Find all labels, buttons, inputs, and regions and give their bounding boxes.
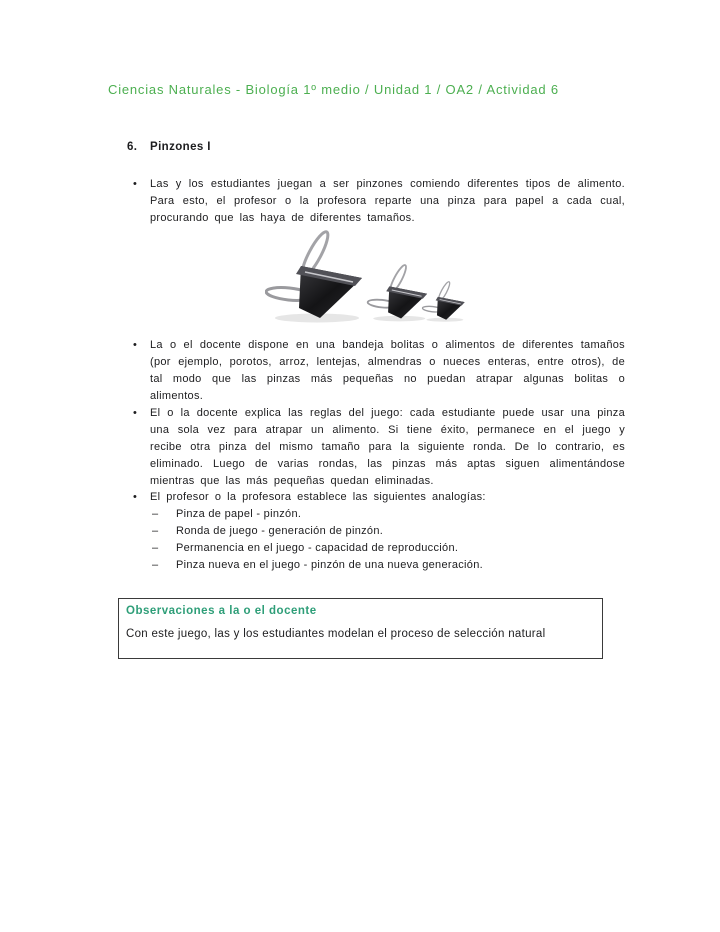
bullet-marker: • xyxy=(133,491,137,503)
dash-marker: – xyxy=(152,525,159,537)
binder-clips-figure xyxy=(265,230,470,326)
activity-title xyxy=(127,141,211,153)
binder-clips-image xyxy=(265,230,470,326)
bullet-item xyxy=(133,489,625,506)
bullet-text: Las y los estudiantes juegan a ser pinzones comiendo diferentes tipos de alimento. Para esto, el profesor o la profesora reparte una pinza para papel a cada cual, procurando que las haya de diferentes tamaños. xyxy=(150,178,625,224)
analogy-text: Permanencia en el juego - capacidad de reproducción. xyxy=(176,542,459,554)
dash-marker: – xyxy=(152,508,159,520)
analogy-text: Pinza de papel - pinzón. xyxy=(176,508,302,520)
dash-marker: – xyxy=(152,542,159,554)
analogy-item xyxy=(152,523,383,540)
activity-name: Pinzones I xyxy=(150,141,211,153)
bullet-text: El profesor o la profesora establece las siguientes analogías: xyxy=(150,491,486,503)
analogy-item xyxy=(152,506,301,523)
bullet-item xyxy=(133,337,625,405)
teacher-note-box xyxy=(118,598,603,659)
bullet-item xyxy=(133,176,625,227)
bullet-text: El o la docente explica las reglas del juego: cada estudiante puede usar una pinza una sola vez para atrapar un alimento. Si tiene éxito, permanece en el juego y recibe otra pinza del mismo tamaño para la siguiente ronda. De lo contrario, es eliminado. Luego de varias rondas, las pinzas más aptas siguen alimentándose mientras que las más pequeñas quedan eliminadas. xyxy=(150,407,625,487)
bullet-marker: • xyxy=(133,178,137,190)
dash-marker: – xyxy=(152,559,159,571)
bullet-item xyxy=(133,405,625,490)
bullet-text: La o el docente dispone en una bandeja bolitas o alimentos de diferentes tamaños (por ejemplo, porotos, arroz, lentejas, almendras o nueces enteras, entre otros), de tal modo que las pinzas más pequeñas no puedan atrapar algunas bolitas o alimentos. xyxy=(150,339,625,402)
bullet-marker: • xyxy=(133,407,137,419)
breadcrumb-header: Ciencias Naturales - Biología 1º medio / Unidad 1 / OA2 / Actividad 6 xyxy=(108,82,559,97)
analogy-item xyxy=(152,557,483,574)
analogy-text: Pinza nueva en el juego - pinzón de una nueva generación. xyxy=(176,559,483,571)
analogy-text: Ronda de juego - generación de pinzón. xyxy=(176,525,384,537)
bullet-marker: • xyxy=(133,339,137,351)
activity-number: 6. xyxy=(127,141,138,153)
analogy-item xyxy=(152,540,458,557)
teacher-note-title: Observaciones a la o el docente xyxy=(126,605,317,617)
teacher-note-body: Con este juego, las y los estudiantes modelan el proceso de selección natural xyxy=(126,628,546,640)
